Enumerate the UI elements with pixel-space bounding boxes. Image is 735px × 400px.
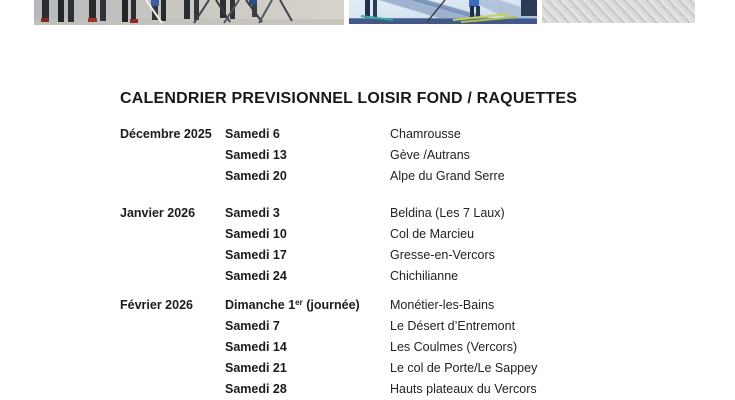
photo-snow-texture: [542, 0, 695, 23]
photo-group-of-skiers: [34, 0, 344, 25]
section-decembre-2025: [0, 124, 735, 187]
event-day: Samedi 14: [225, 340, 287, 354]
photo-skier-shadows: [349, 0, 537, 24]
event-day: Samedi 6: [225, 127, 280, 141]
event-location: Le col de Porte/Le Sappey: [390, 361, 538, 375]
month-label: Février 2026: [120, 298, 193, 312]
event-day-ordinal-suffix: er: [295, 298, 303, 307]
month-label: Janvier 2026: [120, 206, 196, 220]
photo-skier-shadows-art: [349, 0, 537, 24]
event-location: Le Désert d’Entremont: [390, 319, 516, 333]
event-location: Monétier-les-Bains: [390, 298, 495, 312]
event-day: [225, 298, 360, 312]
event-location: Beldina (Les 7 Laux): [390, 206, 505, 220]
event-day: Samedi 10: [225, 227, 287, 241]
event-location: Chamrousse: [390, 127, 461, 141]
table-row: [0, 145, 735, 166]
event-day: Samedi 24: [225, 269, 287, 283]
event-location: Hauts plateaux du Vercors: [390, 382, 537, 396]
table-row: [0, 203, 735, 224]
event-location: Gève /Autrans: [390, 148, 470, 162]
table-row: [0, 295, 735, 316]
event-location: Les Coulmes (Vercors): [390, 340, 518, 354]
event-day-text: Dimanche 1: [225, 298, 296, 312]
event-day-note: (journée): [302, 298, 360, 312]
month-label: Décembre 2025: [120, 127, 212, 141]
event-day: Samedi 28: [225, 382, 287, 396]
table-row: [0, 337, 735, 358]
table-row: [0, 166, 735, 187]
event-day: Samedi 17: [225, 248, 287, 262]
event-location: Chichilianne: [390, 269, 459, 283]
page-title: CALENDRIER PREVISIONNEL LOISIR FOND / RAQUETTES: [120, 90, 578, 107]
table-row: [0, 379, 735, 400]
table-row: [0, 224, 735, 245]
event-day: Samedi 21: [225, 361, 287, 375]
event-day: Samedi 20: [225, 169, 287, 183]
event-location: Alpe du Grand Serre: [390, 169, 505, 183]
event-location: Gresse-en-Vercors: [390, 248, 495, 262]
table-row: [0, 316, 735, 337]
section-janvier-2026: [0, 203, 735, 287]
table-row: [0, 358, 735, 379]
table-row: [0, 245, 735, 266]
photo-group-of-skiers-art: [34, 0, 344, 25]
section-fevrier-2026: [0, 295, 735, 400]
event-day: Samedi 7: [225, 319, 280, 333]
event-location: Col de Marcieu: [390, 227, 475, 241]
table-row: [0, 124, 735, 145]
event-day: Samedi 13: [225, 148, 287, 162]
table-row: [0, 266, 735, 287]
event-day: Samedi 3: [225, 206, 280, 220]
